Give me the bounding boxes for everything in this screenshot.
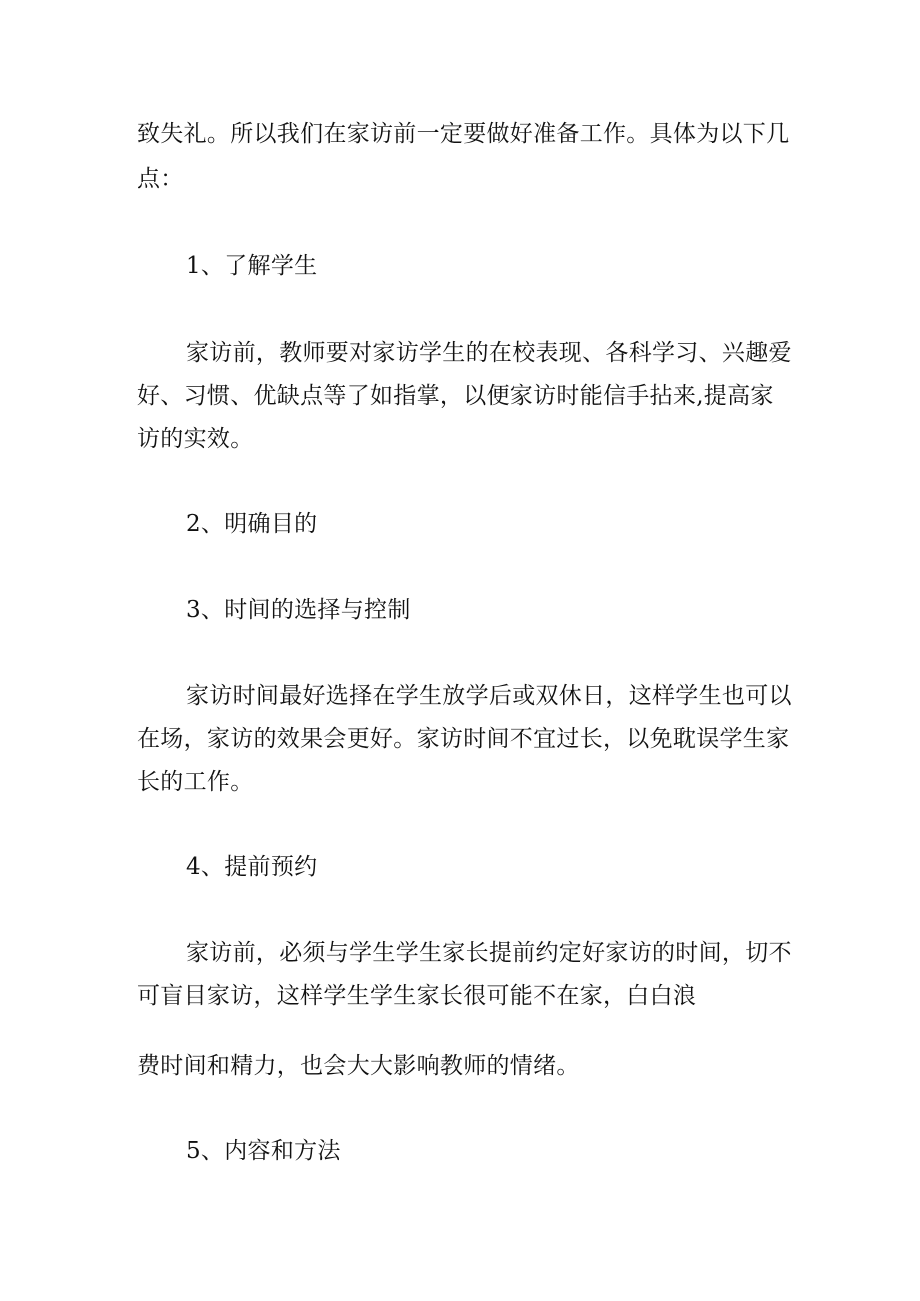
section-heading-4: 4、提前预约 <box>186 854 318 880</box>
section-1-paragraph-line-3: 访的实效。 <box>137 426 254 452</box>
section-1-paragraph-line-2: 好、习惯、优缺点等了如指掌，以便家访时能信手拈来,提高家 <box>137 383 774 409</box>
section-4-paragraph-line-1: 家访前，必须与学生学生家长提前约定好家访的时间，切不 <box>186 940 792 966</box>
section-heading-3: 3、时间的选择与控制 <box>186 597 411 623</box>
section-3-paragraph-line-1: 家访时间最好选择在学生放学后或双休日，这样学生也可以 <box>186 683 792 709</box>
section-heading-1: 1、了解学生 <box>186 253 318 279</box>
section-heading-2: 2、明确目的 <box>186 511 318 537</box>
section-heading-5: 5、内容和方法 <box>186 1138 341 1164</box>
section-4-paragraph-line-2: 可盲目家访，这样学生学生家长很可能不在家，白白浪 <box>137 983 697 1009</box>
section-3-paragraph-line-2: 在场，家访的效果会更好。家访时间不宜过长，以免耽误学生家 <box>137 726 790 752</box>
intro-line-2: 点： <box>137 166 184 192</box>
intro-line-1: 致失礼。所以我们在家访前一定要做好准备工作。具体为以下几 <box>137 121 790 147</box>
section-3-paragraph-line-3: 长的工作。 <box>137 769 254 795</box>
section-4-paragraph-line-3: 费时间和精力，也会大大影响教师的情绪。 <box>137 1053 580 1079</box>
section-1-paragraph-line-1: 家访前，教师要对家访学生的在校表现、各科学习、兴趣爱 <box>186 340 792 366</box>
